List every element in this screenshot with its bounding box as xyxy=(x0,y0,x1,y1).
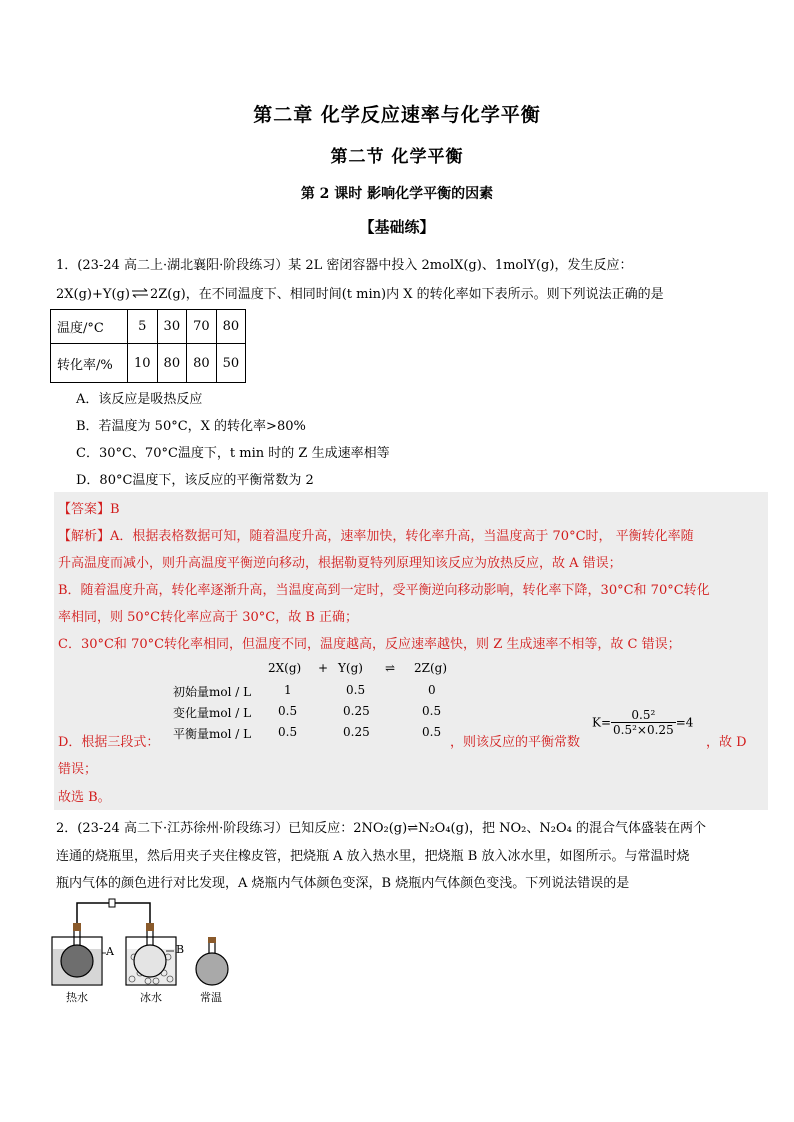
q1-equation-right: 2Z(g)，在不同温度下、相同时间(t min)内 X 的转化率如下表所示。则下列说法正确的是 xyxy=(149,287,664,302)
analysis-d-end: 错误； xyxy=(58,762,98,777)
equilibrium-arrow-icon xyxy=(131,287,149,302)
table-cell: 5 xyxy=(128,310,158,344)
ice-value: 0.25 xyxy=(343,704,370,718)
table-cell: 70 xyxy=(187,310,217,344)
q1-stem-line2 xyxy=(56,283,664,302)
option-c: C．30°C、70°C温度下，t min 时的 Z 生成速率相等 xyxy=(76,446,390,461)
label-room-temperature: 常温 xyxy=(200,991,222,1004)
table-row xyxy=(51,344,246,383)
ice-value: 0.5 xyxy=(422,725,442,739)
ice-row-label: 变化量mol / L xyxy=(173,706,252,720)
k-fraction xyxy=(611,708,676,737)
analysis-conclusion: 故选 B。 xyxy=(58,790,111,805)
label-a: A xyxy=(106,945,114,958)
ice-value: 0.5 xyxy=(422,704,442,718)
ice-header-arrow: ⇌ xyxy=(385,661,396,675)
ice-value: 0.5 xyxy=(346,683,366,697)
option-b: B．若温度为 50°C，X 的转化率>80% xyxy=(76,419,306,434)
label-hot-water: 热水 xyxy=(66,991,88,1004)
ice-value: 0.25 xyxy=(343,725,370,739)
k-label: K= xyxy=(592,715,612,730)
conversion-table xyxy=(50,309,246,383)
analysis-line: 升高温度而减小，则升高温度平衡逆向移动，根据勒夏特列原理知该反应为放热反应，故 A 错误； xyxy=(58,556,622,571)
ice-value: 0.5 xyxy=(278,725,298,739)
analysis-d-suffix: ，故 D xyxy=(706,735,747,750)
table-cell: 80 xyxy=(187,344,217,383)
k-numerator: 0.5² xyxy=(611,708,676,723)
equilibrium-constant-formula xyxy=(592,708,693,737)
ice-header-x: 2X(g) xyxy=(268,661,302,675)
analysis-line: B．随着温度升高，转化率逐渐升高，当温度高到一定时，受平衡逆向移动影响，转化率下降，30°C和 70°C转化 xyxy=(58,583,710,598)
q2-stem-line1: 2．(23-24 高二下·江苏徐州·阶段练习）已知反应：2NO₂(g)⇌N₂O₄(g)，把 NO₂、N₂O₄ 的混合气体盛装在两个 xyxy=(56,821,706,836)
flask-figure xyxy=(48,895,248,1007)
k-denominator: 0.5²×0.25 xyxy=(613,723,674,737)
table-cell-label: 转化率/% xyxy=(51,344,128,383)
analysis-line: C．30°C和 70°C转化率相同，但温度不同，温度越高，反应速率越快，则 Z 生成速率不相等，故 C 错误； xyxy=(58,637,681,652)
q2-stem-line3: 瓶内气体的颜色进行对比发现，A 烧瓶内气体颜色变深，B 烧瓶内气体颜色变浅。下列说法错误的是 xyxy=(56,876,630,891)
part-title: 【基础练】 xyxy=(359,218,435,236)
table-cell-label: 温度/°C xyxy=(51,310,128,344)
answer-label: 【答案】B xyxy=(58,502,120,517)
option-d: D．80°C温度下，该反应的平衡常数为 2 xyxy=(76,473,314,488)
table-cell: 10 xyxy=(128,344,158,383)
analysis-line: 率相同，则 50°C转化率应高于 30°C，故 B 正确； xyxy=(58,610,359,625)
section-title: 第二节 化学平衡 xyxy=(330,147,464,167)
ice-row-label: 初始量mol / L xyxy=(173,685,252,699)
table-cell: 80 xyxy=(157,344,187,383)
table-row xyxy=(51,310,246,344)
ice-header-plus: + xyxy=(318,661,329,675)
q1-equation-left: 2X(g)+Y(g) xyxy=(56,287,130,302)
analysis-line: 【解析】A．根据表格数据可知，随着温度升高，速率加快，转化率升高，当温度高于 70°C时， 平衡转化率随 xyxy=(58,529,694,544)
ice-value: 1 xyxy=(284,683,292,697)
q2-stem-line2: 连通的烧瓶里，然后用夹子夹住橡皮管，把烧瓶 A 放入热水里，把烧瓶 B 放入冰水里，如图所示。与常温时烧 xyxy=(56,849,690,864)
ice-header-y: Y(g) xyxy=(338,661,363,675)
option-a: A．该反应是吸热反应 xyxy=(76,392,203,407)
k-result: =4 xyxy=(675,715,694,730)
lesson-title: 第 2 课时 影响化学平衡的因素 xyxy=(300,186,494,202)
label-b: B xyxy=(176,943,185,956)
label-ice-water: 冰水 xyxy=(140,991,162,1004)
ice-row-label: 平衡量mol / L xyxy=(173,727,252,741)
table-cell: 80 xyxy=(216,310,246,344)
table-cell: 30 xyxy=(157,310,187,344)
q1-stem-line1: 1．(23-24 高二上·湖北襄阳·阶段练习）某 2L 密闭容器中投入 2molX(g)、1molY(g)，发生反应： xyxy=(56,258,633,273)
ice-value: 0.5 xyxy=(278,704,298,718)
chapter-title: 第二章 化学反应速率与化学平衡 xyxy=(253,104,541,126)
ice-header-z: 2Z(g) xyxy=(414,661,448,675)
analysis-d-middle: ，则该反应的平衡常数 xyxy=(450,735,581,750)
ice-value: 0 xyxy=(428,683,436,697)
table-cell: 50 xyxy=(216,344,246,383)
analysis-d-prefix: D．根据三段式： xyxy=(58,735,160,750)
